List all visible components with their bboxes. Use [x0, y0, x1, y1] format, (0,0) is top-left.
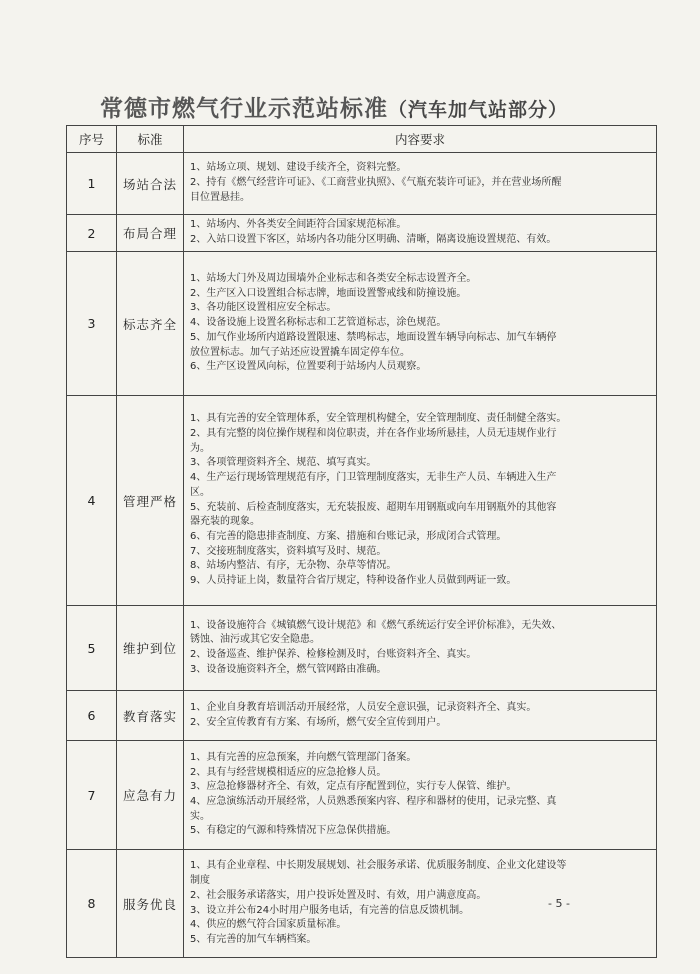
- row-number: 1: [67, 153, 117, 215]
- content-line: 2、生产区入口设置组合标志牌，地面设置警戒线和防撞设施。: [190, 287, 467, 299]
- content-line: 7、交接班制度落实，资料填写及时、规范。: [190, 545, 387, 557]
- table-row: [67, 215, 657, 252]
- table-row: [67, 153, 657, 215]
- row-number: 4: [67, 396, 117, 606]
- row-standard: 服务优良: [117, 850, 184, 958]
- content-line: 3、应急抢修器材齐全、有效，定点有序配置到位，实行专人保管、维护。: [190, 781, 517, 793]
- row-standard: 布局合理: [117, 215, 184, 252]
- table-row: [67, 691, 657, 741]
- content-line: 1、企业自身教育培训活动开展经常，人员安全意识强，记录资料齐全、真实。: [190, 701, 537, 713]
- row-standard: 管理严格: [117, 396, 184, 606]
- content-line: 区。: [190, 486, 210, 498]
- content-line: 5、充装前、后检查制度落实，无充装报废、超期车用钢瓶或向车用钢瓶外的其他容: [190, 501, 557, 513]
- content-line: 实。: [190, 810, 210, 822]
- content-line: 4、生产运行现场管理规范有序，门卫管理制度落实，无非生产人员、车辆进入生产: [190, 472, 557, 484]
- content-line: 9、人员持证上岗，数量符合省厅规定，特种设备作业人员做到两证一致。: [190, 575, 517, 587]
- row-standard: 维护到位: [117, 606, 184, 691]
- content-line: 3、各项管理资料齐全、规范、填写真实。: [190, 457, 377, 469]
- content-line: 器充装的现象。: [190, 516, 260, 528]
- page-number: - 5 -: [548, 897, 570, 910]
- row-content: [184, 741, 657, 850]
- row-number: 5: [67, 606, 117, 691]
- header-content: 内容要求: [184, 126, 657, 153]
- content-line: 2、安全宣传教育有方案、有场所，燃气安全宣传到用户。: [190, 716, 447, 728]
- row-standard: 教育落实: [117, 691, 184, 741]
- row-standard: 应急有力: [117, 741, 184, 850]
- content-line: 目位置悬挂。: [190, 191, 250, 203]
- content-line: 2、持有《燃气经营许可证》、《工商营业执照》、《气瓶充装许可证》，并在营业场所醒: [190, 177, 562, 189]
- content-line: 4、设备设施上设置名称标志和工艺管道标志，涂色规范。: [190, 317, 447, 329]
- content-line: 1、设备设施符合《城镇燃气设计规范》和《燃气系统运行安全评价标准》，无失效、: [190, 619, 562, 631]
- content-line: 2、社会服务承诺落实，用户投诉处置及时、有效，用户满意度高。: [190, 889, 487, 901]
- content-line: 6、生产区设置风向标，位置要利于站场内人员观察。: [190, 361, 427, 373]
- row-content: [184, 691, 657, 741]
- table-row: [67, 606, 657, 691]
- content-line: 2、设备巡查、维护保养、检修检测及时，台账资料齐全、真实。: [190, 649, 477, 660]
- content-line: 1、具有完善的应急预案，并向燃气管理部门备案。: [190, 751, 417, 763]
- content-line: 1、站场内、外各类安全间距符合国家规范标准。: [190, 219, 407, 231]
- content-line: 1、具有企业章程、中长期发展规划、社会服务承诺、优质服务制度、企业文化建设等: [190, 860, 567, 872]
- header-number: 序号: [67, 126, 117, 153]
- content-line: 为。: [190, 442, 210, 454]
- table-row: [67, 741, 657, 850]
- content-line: 2、具有完整的岗位操作规程和岗位职责，并在各作业场所悬挂，人员无违规作业行: [190, 427, 557, 439]
- row-content: [184, 850, 657, 958]
- content-line: 放位置标志。加气子站还应设置撬车固定停车位。: [190, 346, 410, 358]
- content-line: 4、应急演练活动开展经常，人员熟悉预案内容、程序和器材的使用，记录完整、真: [190, 796, 557, 807]
- table-row: [67, 252, 657, 396]
- row-content: [184, 396, 657, 606]
- row-content: [184, 215, 657, 252]
- content-line: 5、有稳定的气源和特殊情况下应急保供措施。: [190, 825, 397, 837]
- content-line: 锈蚀、油污或其它安全隐患。: [190, 634, 320, 646]
- content-line: 5、加气作业场所内道路设置限速、禁鸣标志，地面设置车辆导向标志、加气车辆停: [190, 331, 557, 343]
- row-number: 2: [67, 215, 117, 252]
- content-line: 1、具有完善的安全管理体系，安全管理机构健全，安全管理制度、责任制健全落实。: [190, 413, 567, 425]
- content-line: 5、有完善的加气车辆档案。: [190, 933, 317, 945]
- row-number: 6: [67, 691, 117, 741]
- content-line: 2、入站口设置下客区，站场内各功能分区明确、清晰，隔离设施设置规范、有效。: [190, 234, 557, 245]
- content-line: 6、有完善的隐患排查制度、方案、措施和台账记录，形成闭合式管理。: [190, 530, 507, 542]
- content-line: 3、各功能区设置相应安全标志。: [190, 302, 337, 314]
- header-standard: 标准: [117, 126, 184, 153]
- table-row: [67, 396, 657, 606]
- row-number: 7: [67, 741, 117, 850]
- standards-table: [66, 125, 657, 958]
- content-line: 1、站场大门外及周边围墙外企业标志和各类安全标志设置齐全。: [190, 273, 477, 285]
- title-subtitle: （汽车加气站部分）: [388, 99, 569, 121]
- row-number: 3: [67, 252, 117, 396]
- row-standard: 标志齐全: [117, 252, 184, 396]
- content-line: 制度: [190, 875, 210, 887]
- content-line: 1、站场立项、规划、建设手续齐全，资料完整。: [190, 162, 407, 174]
- row-content: [184, 606, 657, 691]
- row-content: [184, 153, 657, 215]
- table-header-row: [67, 126, 657, 153]
- row-number: 8: [67, 850, 117, 958]
- content-line: 3、设备设施资料齐全，燃气管网路由准确。: [190, 663, 387, 675]
- content-line: 2、具有与经营规模相适应的应急抢修人员。: [190, 766, 387, 778]
- content-line: 8、站场内整洁、有序，无杂物、杂草等情况。: [190, 560, 397, 572]
- content-line: 3、设立并公布24小时用户服务电话，有完善的信息反馈机制。: [190, 904, 470, 916]
- title-main: 常德市燃气行业示范站标准: [100, 95, 388, 122]
- document-title: [100, 90, 660, 123]
- row-content: [184, 252, 657, 396]
- row-standard: 场站合法: [117, 153, 184, 215]
- content-line: 4、供应的燃气符合国家质量标准。: [190, 919, 347, 931]
